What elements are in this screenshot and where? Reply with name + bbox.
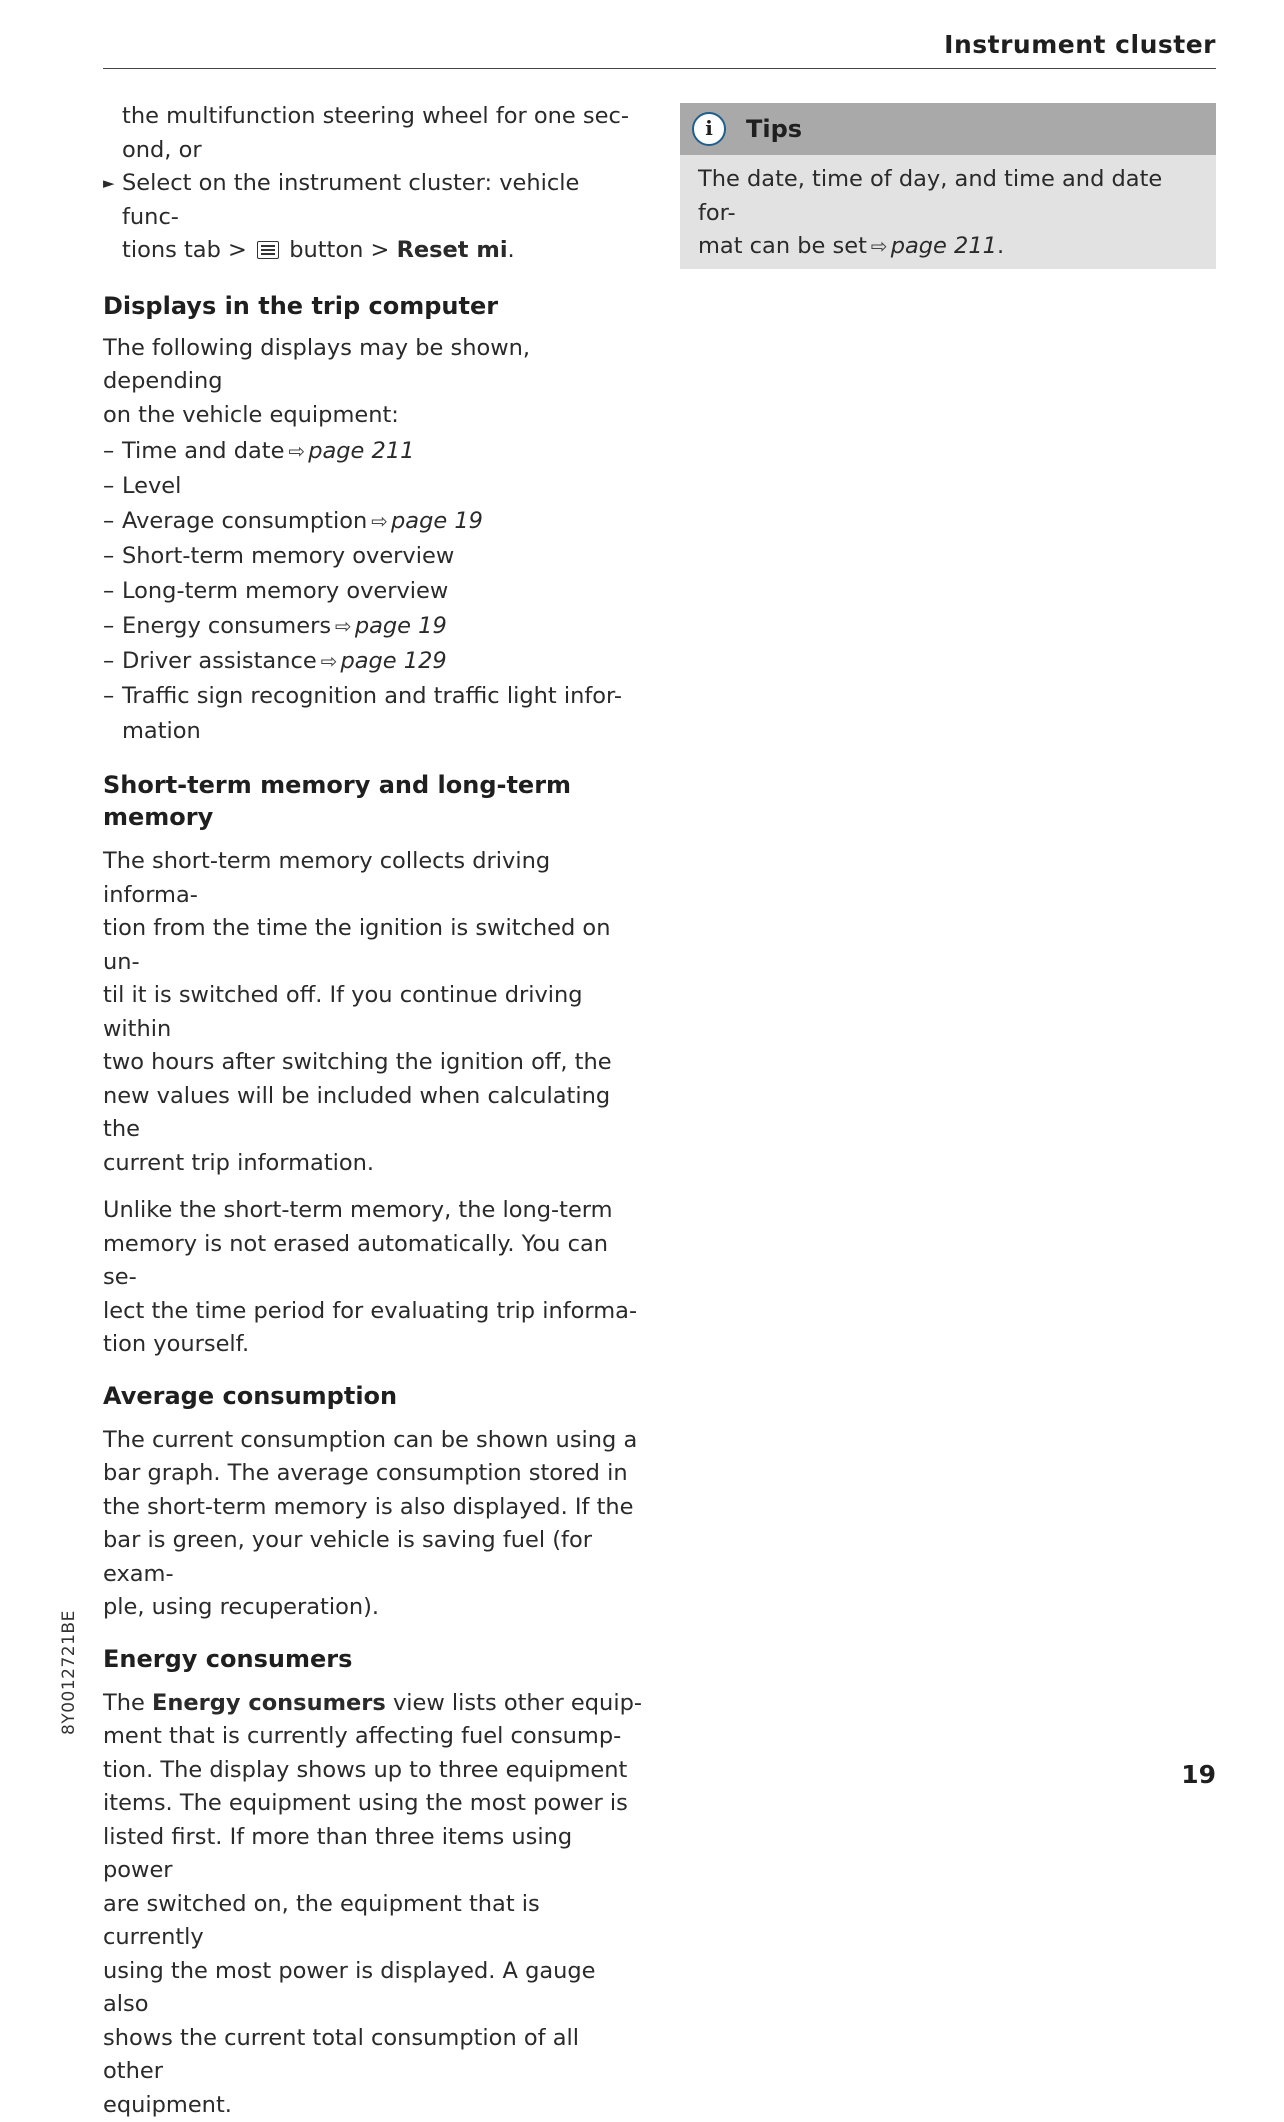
tips-header: [680, 103, 1216, 155]
arrow-right-icon: ⇨: [871, 234, 888, 258]
tips-title: Tips: [746, 115, 802, 143]
arrow-right-icon: ⇨: [321, 649, 338, 673]
arrow-right-icon: ⇨: [371, 509, 388, 533]
memory-paragraph-2: Unlike the short-term memory, the long-term memory is not erased automatically. You can se- lect the time period for evaluating trip informa- tion yourself.: [103, 1194, 643, 1362]
intro-line-1: the multifunction steering wheel for one sec-: [103, 100, 643, 134]
step-marker-icon: ►: [103, 167, 115, 201]
list-item: – Short-term memory overview: [103, 539, 643, 574]
page-ref-link[interactable]: page 211: [308, 438, 414, 464]
instruction-text-c: button >: [289, 237, 389, 263]
page-ref-link[interactable]: page 19: [355, 613, 447, 639]
list-item: – Driver assistance ⇨ page 129: [103, 644, 643, 679]
page-ref-link[interactable]: page 19: [391, 508, 483, 534]
average-consumption-paragraph: The current consumption can be shown using a bar graph. The average consumption stored in the short-term memory is also displayed. If the bar is green, your vehicle is saving fuel (for exam- ple, using recuperation).: [103, 1424, 643, 1625]
energy-consumers-paragraph: The Energy consumers view lists other equip- ment that is currently affecting fuel consump- tion. The display shows up to three equipment items. The equipment using the most power is listed first. If more than three items using power are switched on, the equipment that is currently using the most power is displayed. A gauge also shows the current total consumption of all other equipment.: [103, 1687, 643, 2122]
list-item: – Time and date ⇨ page 211: [103, 434, 643, 469]
energy-consumers-term: Energy consumers: [152, 1690, 386, 1716]
arrow-right-icon: ⇨: [335, 614, 352, 638]
page-ref-link[interactable]: page 211: [891, 233, 997, 259]
instruction-text-a: Select on the instrument cluster: vehicle func-: [122, 170, 579, 230]
header-rule: [103, 68, 1216, 69]
memory-heading: Short-term memory and long-term memory: [103, 769, 643, 833]
page-ref-link[interactable]: page 129: [340, 648, 446, 674]
trip-computer-heading: Displays in the trip computer: [103, 290, 643, 322]
instruction-step: [103, 167, 643, 268]
list-menu-icon: [257, 241, 279, 259]
intro-line-2: ond, or: [103, 134, 643, 168]
tips-box: [680, 103, 1216, 269]
reset-mi-label: Reset mi: [397, 237, 508, 263]
list-item: – Traffic sign recognition and traffic light infor- mation: [103, 679, 643, 749]
instruction-text-b: tions tab >: [122, 237, 247, 263]
section-title: Instrument cluster: [944, 30, 1216, 59]
trip-intro-1: The following displays may be shown, depending: [103, 332, 643, 399]
page-number: 19: [1181, 1760, 1216, 1789]
list-item: – Long-term memory overview: [103, 574, 643, 609]
document-code: 8Y0012721BE: [59, 1610, 79, 1735]
list-item: – Level: [103, 469, 643, 504]
average-consumption-heading: Average consumption: [103, 1380, 643, 1412]
energy-consumers-heading: Energy consumers: [103, 1643, 643, 1675]
trip-display-list: [103, 434, 643, 749]
list-item: – Energy consumers ⇨ page 19: [103, 609, 643, 644]
memory-paragraph-1: The short-term memory collects driving informa- tion from the time the ignition is switched on un- til it is switched off. If you continue driving within two hours after switching the ignition off, the new values will be included when calculating the current trip information.: [103, 845, 643, 1180]
info-icon: i: [692, 112, 726, 146]
tips-body: The date, time of day, and time and date for- mat can be set ⇨ page 211.: [680, 155, 1216, 269]
trip-intro-2: on the vehicle equipment:: [103, 399, 643, 433]
arrow-right-icon: ⇨: [288, 439, 305, 463]
left-column: [103, 100, 643, 2122]
instruction-end: .: [508, 237, 515, 263]
list-item: – Average consumption ⇨ page 19: [103, 504, 643, 539]
